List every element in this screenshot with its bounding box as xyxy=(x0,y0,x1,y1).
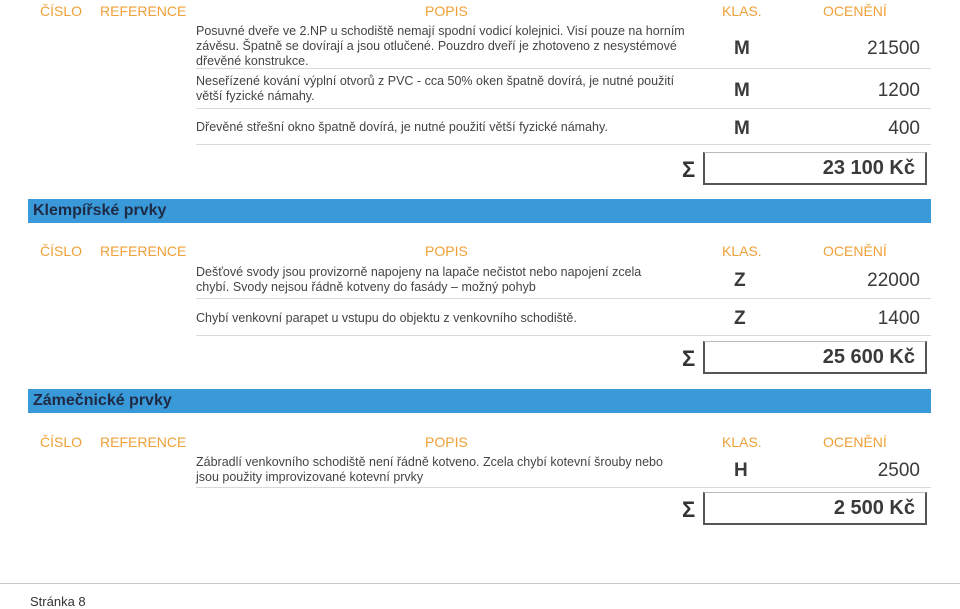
col-reference: REFERENCE xyxy=(100,434,187,450)
row-klas: M xyxy=(734,80,750,101)
col-oceneni: OCENĚNÍ xyxy=(823,243,887,259)
row-klas: H xyxy=(734,460,748,481)
row-divider xyxy=(196,144,931,145)
col-klas: KLAS. xyxy=(722,243,762,259)
row-klas: M xyxy=(734,38,750,59)
row-divider xyxy=(196,487,931,488)
col-reference: REFERENCE xyxy=(100,3,187,19)
sum-symbol: Σ xyxy=(682,346,696,371)
row-description: Posuvné dveře ve 2.NP u schodiště nemají spodní vodicí kolejnici. Visí pouze na horním závěsu. Špatně se dovírají a jsou otlučené. Pouzdro dveří je zhotoveno z nesystémové dřevěné konstrukce. xyxy=(196,24,685,68)
column-header-row xyxy=(0,240,960,260)
col-popis: POPIS xyxy=(425,243,468,259)
section-total: 25 600 Kč xyxy=(703,341,927,374)
footer-divider xyxy=(0,583,960,584)
section-title: Zámečnické prvky xyxy=(33,392,172,409)
section-total: 2 500 Kč xyxy=(703,492,927,525)
row-klas: M xyxy=(734,118,750,139)
col-cislo: ČÍSLO xyxy=(40,243,83,259)
column-header-row xyxy=(0,431,960,451)
row-value: 1400 xyxy=(877,308,920,329)
col-reference: REFERENCE xyxy=(100,243,187,259)
column-header-row xyxy=(0,0,960,20)
section-bar-klempirske xyxy=(28,199,931,223)
row-description: Zábradlí venkovního schodiště není řádně kotveno. Zcela chybí kotevní šrouby nebo jsou použity improvizované kotevní prvky xyxy=(196,455,663,484)
col-oceneni: OCENĚNÍ xyxy=(823,434,887,450)
section-bar-zamecnicke xyxy=(28,389,931,413)
row-klas: Z xyxy=(734,308,746,329)
section-title: Klempířské prvky xyxy=(33,202,167,219)
row-divider xyxy=(196,108,931,109)
col-cislo: ČÍSLO xyxy=(40,434,83,450)
sum-symbol: Σ xyxy=(682,157,696,182)
row-value: 21500 xyxy=(867,38,920,59)
row-description: Neseřízené kování výplní otvorů z PVC - cca 50% oken špatně dovírá, je nutné použití větší fyzické námahy. xyxy=(196,74,675,103)
sum-symbol: Σ xyxy=(682,497,696,522)
col-cislo: ČÍSLO xyxy=(40,3,83,19)
row-value: 1200 xyxy=(877,80,920,101)
col-klas: KLAS. xyxy=(722,3,762,19)
row-divider xyxy=(196,335,931,336)
row-value: 400 xyxy=(888,118,920,139)
col-popis: POPIS xyxy=(425,3,468,19)
col-klas: KLAS. xyxy=(722,434,762,450)
row-divider xyxy=(196,68,931,69)
row-description: Dřevěné střešní okno špatně dovírá, je nutné použití větší fyzické námahy. xyxy=(196,120,608,134)
row-description: Chybí venkovní parapet u vstupu do objektu z venkovního schodiště. xyxy=(196,311,577,325)
row-value: 2500 xyxy=(877,460,920,481)
page-number: Stránka 8 xyxy=(30,594,86,609)
row-divider xyxy=(196,298,931,299)
col-oceneni: OCENĚNÍ xyxy=(823,3,887,19)
row-value: 22000 xyxy=(867,270,920,291)
col-popis: POPIS xyxy=(425,434,468,450)
section-total: 23 100 Kč xyxy=(703,152,927,185)
row-description: Dešťové svody jsou provizorně napojeny na lapače nečistot nebo napojení zcela chybí. Svody nejsou řádně kotveny do fasády – možný pohyb xyxy=(196,265,642,294)
row-klas: Z xyxy=(734,270,746,291)
